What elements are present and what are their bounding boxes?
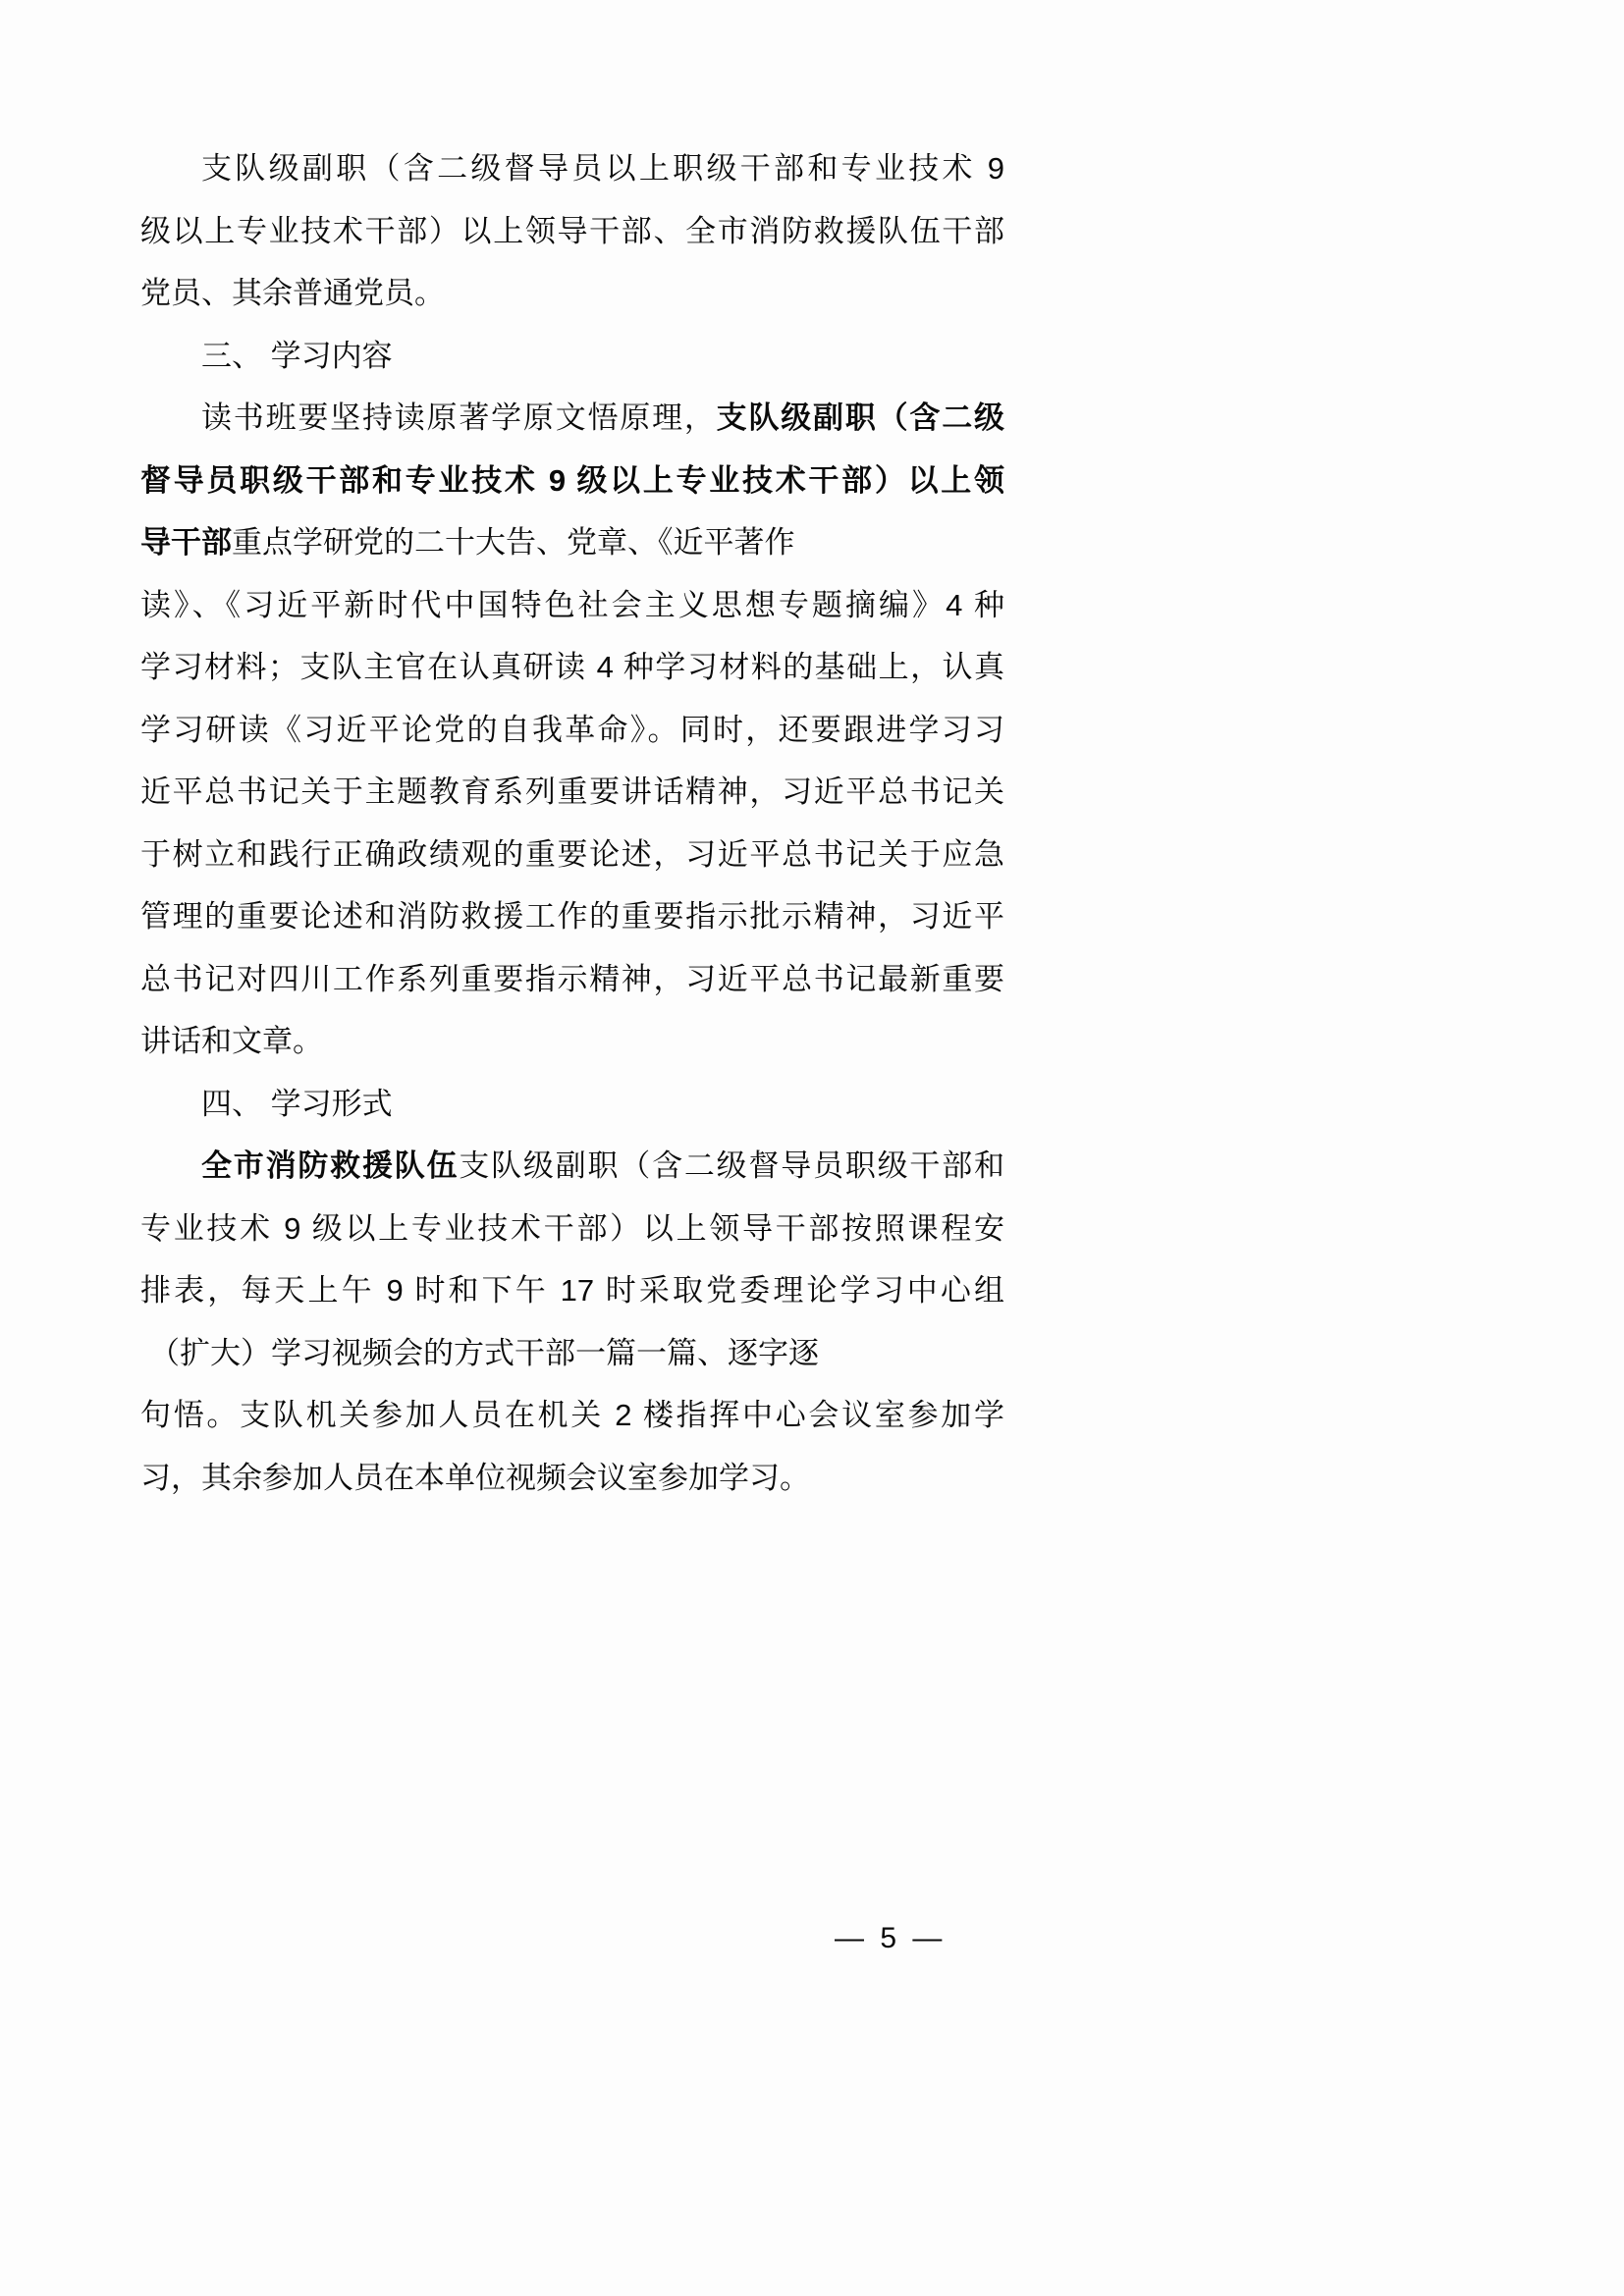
paragraph-line [140,450,1004,512]
section-heading-3 [140,325,1004,388]
body-text: 于树立和践行正确政绩观的重要论述，习近平总书记关于应急 [140,836,1004,872]
paragraph-line [140,1447,1004,1510]
paragraph-line [140,699,1004,762]
emphasis-text: 全市消防救援队伍 [201,1148,460,1183]
document-lines [140,137,1004,1509]
emphasis-text: 导干部 [140,525,232,560]
paragraph-line [140,511,1004,574]
paragraph-line [140,885,1004,948]
body-text: 句悟。支队机关参加人员在机关 2 楼指挥中心会议室参加学 [140,1398,1004,1432]
body-text: 管理的重要论述和消防救援工作的重要指示批示精神，习近平 [140,899,1004,934]
paragraph-line [140,1322,1004,1385]
page-number: — 5 — [835,1922,947,1954]
body-text: 读书班要坚持读原著学原文悟原理， [201,400,717,435]
body-text: 学习研读《习近平论党的自我革命》。同时，还要跟进学习习 [140,712,1004,747]
paragraph-line [140,574,1004,637]
paragraph-line [140,948,1004,1011]
paragraph-line [140,636,1004,699]
body-text: 讲话和文章。 [140,1024,323,1058]
paragraph-line [140,1198,1004,1260]
body-text: 读》、《习近平新时代中国特色社会主义思想专题摘编》4 种 [140,587,1004,622]
paragraph-line [140,262,1004,325]
paragraph-line [140,1135,1004,1198]
paragraph-line [140,1259,1004,1322]
paragraph-line [140,761,1004,824]
paragraph-line [140,387,1004,450]
emphasis-text: 支队级副职（含二级 [716,400,1005,435]
body-text: 级以上专业技术干部）以上领导干部、全市消防救援队伍干部 [140,213,1004,248]
body-text: 学习材料；支队主官在认真研读 4 种学习材料的基础上，认真 [140,650,1004,684]
body-text: （扩大）学习视频会的方式干部一篇一篇、逐字逐 [149,1335,819,1370]
paragraph-line [140,137,1004,200]
body-text: 三、 学习内容 [201,338,393,373]
body-text: 支队级副职（含二级督导员以上职级干部和专业技术 9 [201,151,1004,186]
body-text: 四、 学习形式 [201,1086,393,1121]
section-heading-4 [140,1073,1004,1136]
paragraph-line [140,1384,1004,1447]
body-text: 近平总书记关于主题教育系列重要讲话精神，习近平总书记关 [140,774,1004,809]
body-text: 专业技术 9 级以上专业技术干部）以上领导干部按照课程安 [140,1210,1004,1246]
paragraph-line [140,1010,1004,1073]
paragraph-line [140,200,1004,263]
emphasis-text: 督导员职级干部和专业技术 9 级以上专业技术干部）以上领 [140,462,1004,498]
paragraph-line [140,824,1004,886]
body-text: 支队级副职（含二级督导员职级干部和 [459,1148,1005,1183]
body-text: 总书记对四川工作系列重要指示精神，习近平总书记最新重要 [140,961,1004,996]
body-text: 排表，每天上午 9 时和下午 17 时采取党委理论学习中心组 [140,1273,1004,1308]
body-text: 习，其余参加人员在本单位视频会议室参加学习。 [140,1460,810,1495]
body-text: 党员、其余普通党员。 [140,276,445,310]
body-text: 重点学研党的二十大告、党章、《近平著作 [232,525,795,560]
